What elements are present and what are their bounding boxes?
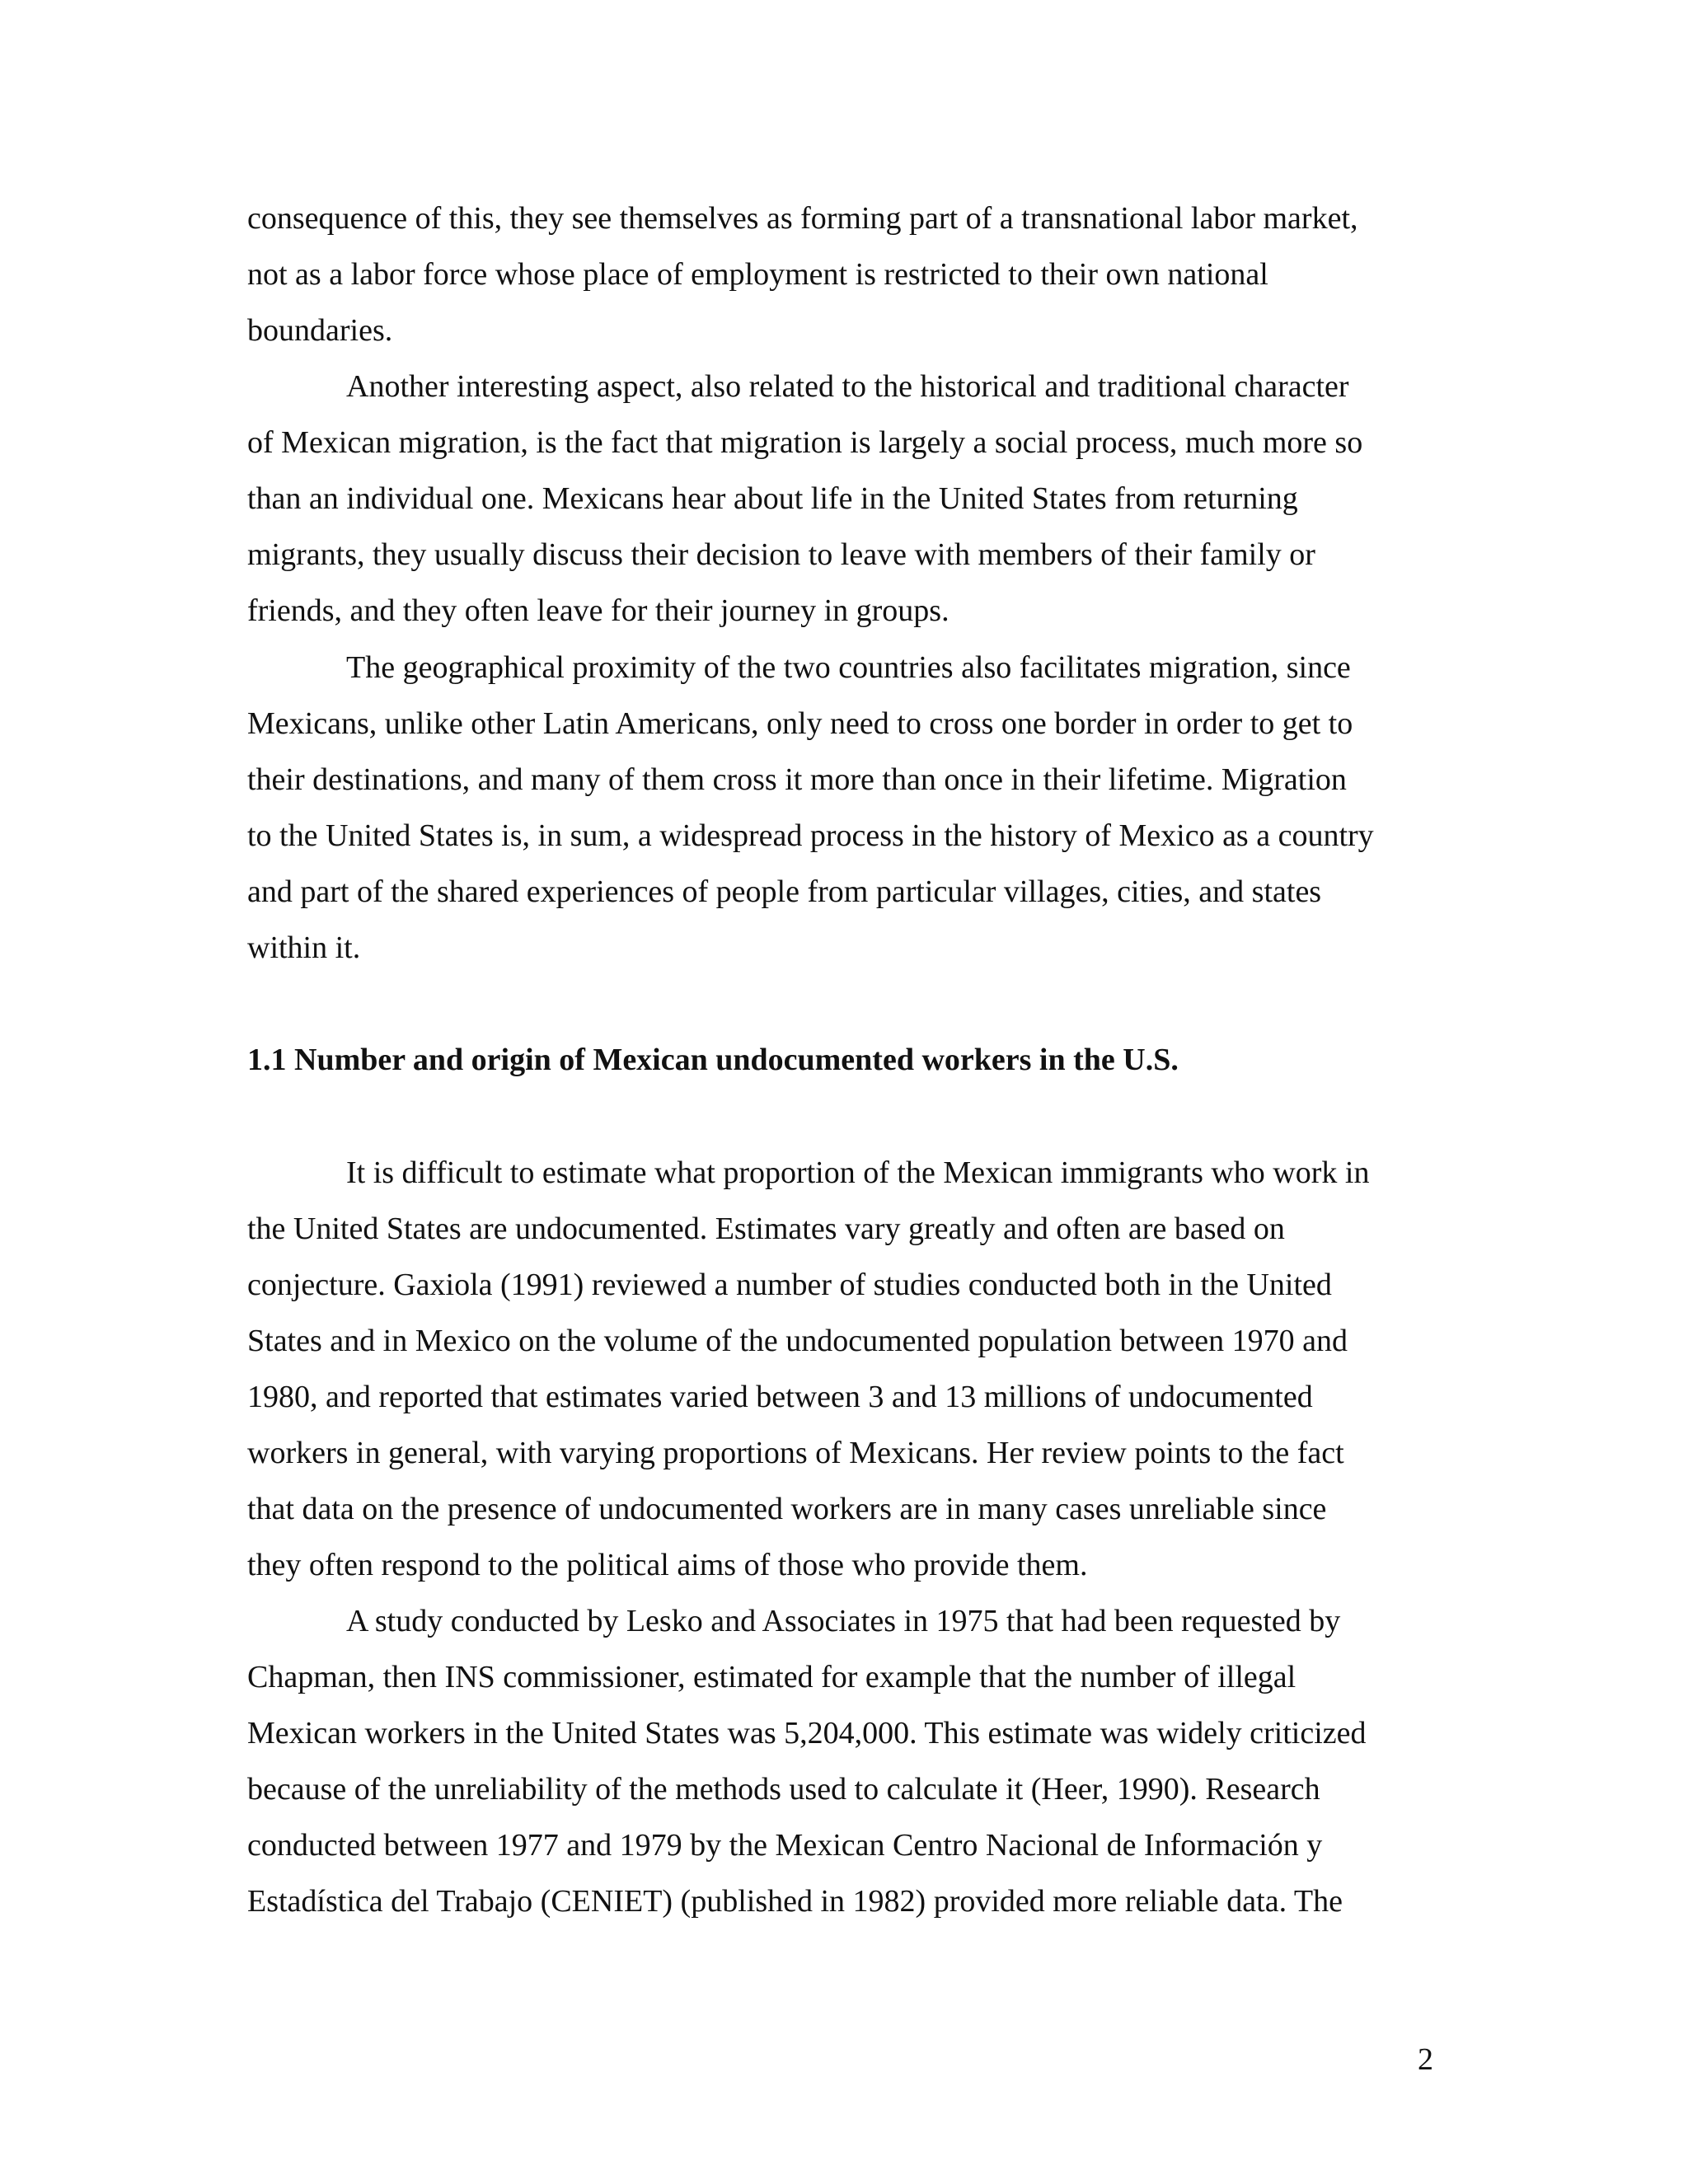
body-line: because of the unreliability of the methods used to calculate it (Heer, 1990). Research <box>247 1772 1320 1807</box>
body-line: friends, and they often leave for their journey in groups. <box>247 593 950 628</box>
body-line: the United States are undocumented. Estimates vary greatly and often are based on <box>247 1212 1285 1246</box>
body-line: States and in Mexico on the volume of the undocumented population between 1970 and <box>247 1324 1348 1358</box>
body-line: and part of the shared experiences of people from particular villages, cities, and states <box>247 874 1322 909</box>
body-line: 1980, and reported that estimates varied between 3 and 13 millions of undocumented <box>247 1380 1313 1414</box>
body-line: migrants, they usually discuss their decision to leave with members of their family or <box>247 537 1315 572</box>
body-line: Chapman, then INS commissioner, estimated for example that the number of illegal <box>247 1660 1296 1694</box>
body-line: consequence of this, they see themselves as forming part of a transnational labor market, <box>247 201 1358 236</box>
body-line: Mexican workers in the United States was 5,204,000. This estimate was widely criticized <box>247 1716 1367 1750</box>
body-line: Mexicans, unlike other Latin Americans, only need to cross one border in order to get to <box>247 706 1353 741</box>
body-line: that data on the presence of undocumented workers are in many cases unreliable since <box>247 1492 1327 1526</box>
body-line: It is difficult to estimate what proportion of the Mexican immigrants who work in <box>346 1155 1370 1190</box>
body-line: their destinations, and many of them cross it more than once in their lifetime. Migration <box>247 762 1347 797</box>
body-line: conjecture. Gaxiola (1991) reviewed a number of studies conducted both in the United <box>247 1268 1332 1302</box>
body-line: within it. <box>247 930 361 965</box>
body-line: of Mexican migration, is the fact that migration is largely a social process, much more so <box>247 425 1363 460</box>
body-line: not as a labor force whose place of employment is restricted to their own national <box>247 257 1268 292</box>
body-line: they often respond to the political aims of those who provide them. <box>247 1548 1088 1582</box>
body-line: A study conducted by Lesko and Associates in 1975 that had been requested by <box>346 1604 1341 1638</box>
body-line: Another interesting aspect, also related to the historical and traditional character <box>346 369 1349 404</box>
body-line: boundaries. <box>247 313 393 348</box>
section-heading: 1.1 Number and origin of Mexican undocumented workers in the U.S. <box>247 1043 1179 1077</box>
body-line: than an individual one. Mexicans hear about life in the United States from returning <box>247 481 1298 516</box>
body-line: workers in general, with varying proportions of Mexicans. Her review points to the fact <box>247 1436 1344 1470</box>
body-line: Estadística del Trabajo (CENIET) (published in 1982) provided more reliable data. The <box>247 1884 1343 1919</box>
body-line: conducted between 1977 and 1979 by the Mexican Centro Nacional de Información y <box>247 1828 1323 1863</box>
page-number: 2 <box>1418 2042 1433 2077</box>
body-line: to the United States is, in sum, a widespread process in the history of Mexico as a country <box>247 818 1374 853</box>
body-line: The geographical proximity of the two countries also facilitates migration, since <box>346 650 1351 685</box>
